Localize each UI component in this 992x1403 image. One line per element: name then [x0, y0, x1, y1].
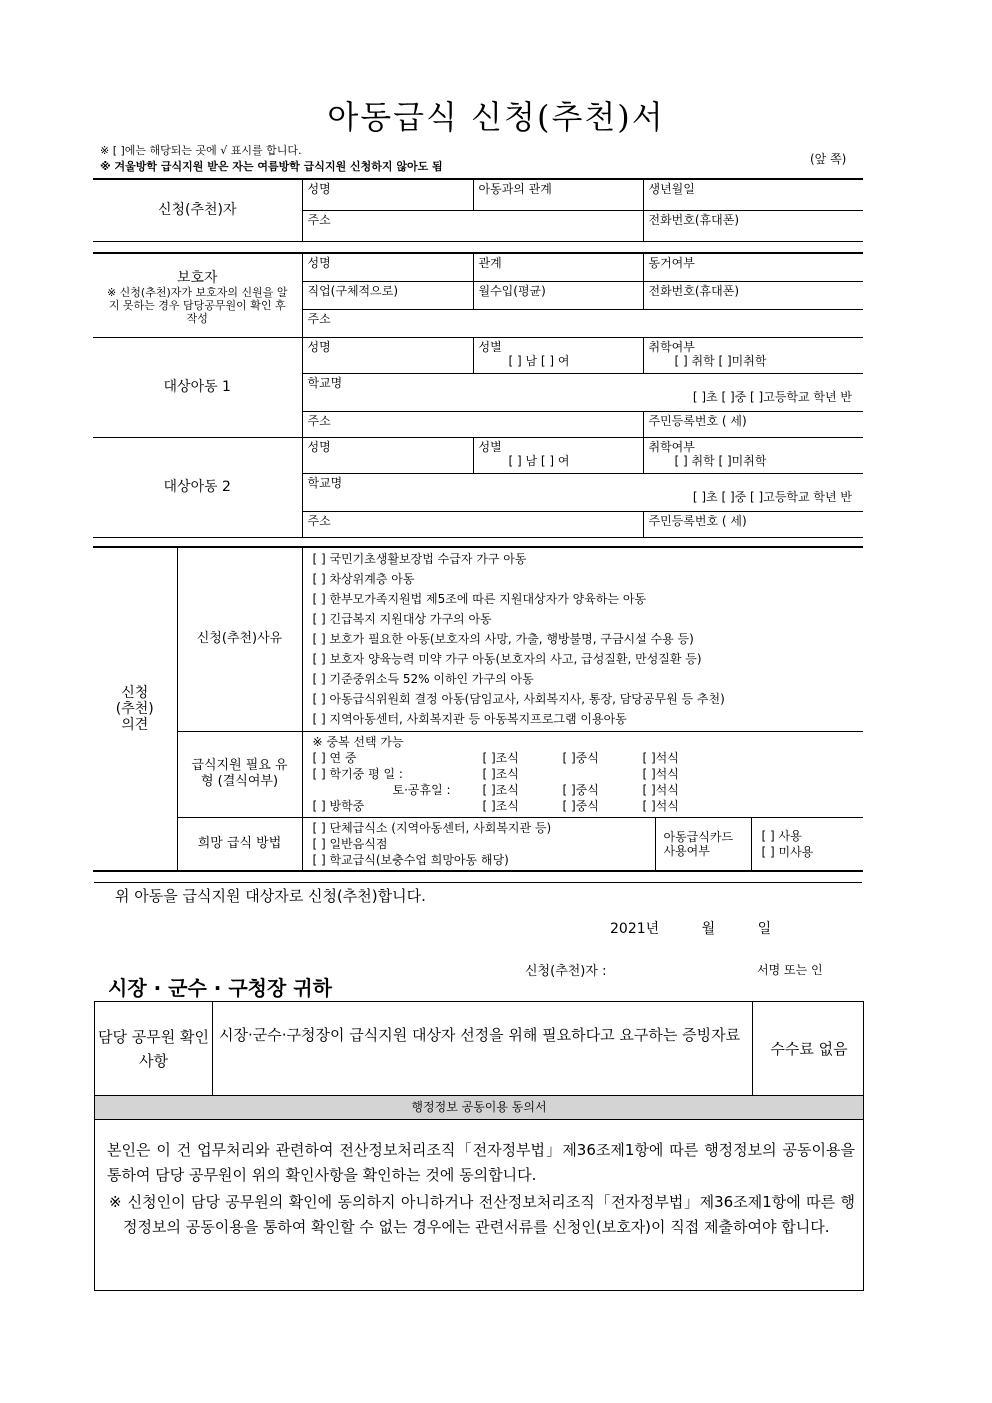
opinion-table [93, 546, 863, 872]
guardian-income-field[interactable]: 월수입(평균) [473, 281, 643, 309]
guardian-note: ※ 신청(추천)자가 보호자의 신원을 알지 못하는 경우 담당공무원이 확인 후 작성 [106, 285, 288, 325]
meal-lunch[interactable]: [ ]중식 [562, 798, 599, 813]
consent-text: 본인은 이 건 업무처리와 관련하여 전산정보처리조직「전자정부법」제36조제1항에 따른 행정정보의 공동이용을 통하여 담당 공무원이 위의 확인사항을 확인하는 것에 동의합니다. [107, 1141, 855, 1184]
child1-school-status-label: 취학여부 [648, 339, 695, 354]
card-use-option[interactable]: [ ] 사용 [761, 828, 802, 843]
child1-sex-cell[interactable] [473, 337, 643, 373]
child1-school-label: 학교명 [307, 375, 343, 390]
reason-option[interactable]: [ ] 한부모가족지원법 제5조에 따른 지원대상자가 양육하는 아동 [312, 592, 647, 606]
guardian-label: 보호자 [176, 269, 218, 286]
reason-option[interactable]: [ ] 차상위계층 아동 [312, 572, 415, 586]
reason-option[interactable]: [ ] 기준중위소득 52% 이하인 가구의 아동 [312, 672, 534, 686]
consent-note: ※ 신청인이 담당 공무원의 확인에 동의하지 아니하거나 전산정보처리조직「전자정부법」제36조제1항에 따른 행정정보의 공동이용을 통하여 확인할 수 없는 경우에는 관련서류를 신청인(보호자)이 직접 제출하여야 합니다. [109, 1193, 855, 1236]
meal-breakfast[interactable]: [ ]조식 [482, 766, 519, 781]
child2-sex-options[interactable]: [ ] 남 [ ] 여 [508, 453, 570, 468]
meal-dinner[interactable]: [ ]석식 [642, 782, 679, 797]
meal-breakfast[interactable]: [ ]조식 [482, 798, 519, 813]
method-list [302, 817, 655, 871]
signature-mark[interactable]: 서명 또는 인 [757, 963, 823, 977]
fee-label: 수수료 없음 [770, 1040, 848, 1058]
guardian-label-cell [93, 253, 302, 337]
reason-list [302, 547, 863, 731]
checkbox-instruction: ※ [ ]에는 해당되는 곳에 √ 표시를 합니다. [100, 144, 302, 157]
child1-school-status-options[interactable]: [ ] 취학 [ ]미취학 [674, 353, 767, 368]
child2-sex-label: 성별 [478, 439, 502, 454]
date-field[interactable]: 2021년 월 일 [610, 921, 772, 937]
child2-school-status-label: 취학여부 [648, 439, 695, 454]
card-nouse-option[interactable]: [ ] 미사용 [761, 844, 814, 859]
child2-name-field[interactable]: 성명 [302, 437, 473, 473]
addressee: 시장 · 군수 · 구청장 귀하 [108, 976, 332, 1000]
winter-note: ※ 겨울방학 급식지원 받은 자는 여름방학 급식지원 신청하지 않아도 됨 [100, 160, 443, 173]
consent-title: 행정정보 공동이용 동의서 [95, 1096, 863, 1120]
child1-address-field[interactable]: 주소 [302, 411, 643, 437]
meal-row [313, 766, 854, 782]
applicant-birth-field[interactable]: 생년월일 [643, 179, 863, 210]
reason-option[interactable]: [ ] 아동급식위원회 결정 아동(담임교사, 사회복지사, 통장, 담당공무원 등 추천) [312, 692, 725, 706]
reason-label: 신청(추천)사유 [177, 547, 302, 731]
child1-sex-label: 성별 [478, 339, 502, 354]
guardian-phone-field[interactable]: 전화번호(휴대폰) [643, 281, 863, 309]
verification-box [94, 1001, 864, 1291]
opinion-label: 신청 (추천) 의견 [93, 547, 177, 871]
child1-rrn-field[interactable]: 주민등록번호 ( 세) [643, 411, 863, 437]
guardian-table [93, 252, 863, 538]
meal-dinner[interactable]: [ ]석식 [642, 798, 679, 813]
meal-lunch[interactable] [563, 766, 643, 782]
child2-school-label: 학교명 [307, 475, 343, 490]
divider [94, 882, 862, 883]
guardian-name-field[interactable]: 성명 [302, 253, 473, 281]
reason-option[interactable]: [ ] 국민기초생활보장법 수급자 가구 아동 [312, 552, 527, 566]
reason-option[interactable]: [ ] 보호가 필요한 아동(보호자의 사망, 가출, 행방불명, 구금시설 수용 등) [312, 632, 694, 646]
guardian-job-field[interactable]: 직업(구체적으로) [302, 281, 473, 309]
child2-school-status-options[interactable]: [ ] 취학 [ ]미취학 [674, 453, 767, 468]
method-option[interactable]: [ ] 단체급식소 (지역아동센터, 사회복지관 등) [312, 820, 552, 835]
applicant-phone-field[interactable]: 전화번호(휴대폰) [643, 210, 863, 241]
meal-row [313, 750, 854, 766]
child2-school-status-cell[interactable] [643, 437, 863, 473]
child2-school-level[interactable]: [ ]초 [ ]중 [ ]고등학교 학년 반 [692, 489, 852, 504]
child1-school-level[interactable]: [ ]초 [ ]중 [ ]고등학교 학년 반 [692, 389, 852, 404]
child2-label: 대상아동 2 [93, 437, 302, 537]
statement: 위 아동을 급식지원 대상자로 신청(추천)합니다. [115, 887, 426, 905]
meal-type-cell [302, 731, 863, 817]
child2-sex-cell[interactable] [473, 437, 643, 473]
meal-note: ※ 중복 선택 가능 [312, 734, 404, 749]
child1-school-cell[interactable] [302, 373, 863, 411]
child2-rrn-field[interactable]: 주민등록번호 ( 세) [643, 511, 863, 537]
method-option[interactable]: [ ] 학교급식(보충수업 희망아동 해당) [312, 852, 509, 867]
meal-breakfast[interactable]: [ ]조식 [482, 750, 519, 765]
card-label: 아동급식카드 사용여부 [655, 817, 751, 871]
applicant-name-field[interactable]: 성명 [302, 179, 473, 210]
reason-option[interactable]: [ ] 긴급복지 지원대상 가구의 아동 [312, 612, 492, 626]
guardian-address-field[interactable]: 주소 [302, 309, 863, 337]
verification-row [95, 1002, 863, 1096]
form-title: 아동급식 신청(추천)서 [327, 98, 665, 136]
meal-lunch[interactable]: [ ]중식 [562, 750, 599, 765]
child1-school-status-cell[interactable] [643, 337, 863, 373]
applicant-relation-field[interactable]: 아동과의 관계 [473, 179, 643, 210]
meal-period[interactable]: [ ] 연 중 [312, 750, 357, 765]
guardian-cohabit-field[interactable]: 동거여부 [643, 253, 863, 281]
meal-type-label: 급식지원 필요 유형 (결식여부) [177, 731, 302, 817]
method-option[interactable]: [ ] 일반음식점 [312, 836, 388, 851]
meal-row [313, 798, 854, 814]
meal-lunch[interactable]: [ ]중식 [562, 782, 599, 797]
meal-row [313, 782, 854, 798]
reason-option[interactable]: [ ] 보호자 양육능력 미약 가구 아동(보호자의 사고, 급성질환, 만성질환 등) [312, 652, 702, 666]
page-side-label: (앞 쪽) [810, 152, 847, 166]
applicant-table [93, 178, 863, 242]
meal-breakfast[interactable]: [ ]조식 [482, 782, 519, 797]
applicant-label: 신청(추천)자 [93, 179, 302, 241]
child1-name-field[interactable]: 성명 [302, 337, 473, 373]
meal-period[interactable]: [ ] 학기중 평 일 : [312, 766, 403, 781]
child2-address-field[interactable]: 주소 [302, 511, 643, 537]
verify-content: 시장·군수·구청장이 급식지원 대상자 선정을 위해 필요하다고 요구하는 증빙자료 [213, 1002, 753, 1095]
signer-label: 신청(추천)자 : [525, 964, 607, 979]
meal-dinner[interactable]: [ ]석식 [642, 766, 679, 781]
verify-label: 담당 공무원 확인사항 [95, 1002, 213, 1095]
child1-label: 대상아동 1 [93, 337, 302, 437]
reason-option[interactable]: [ ] 지역아동센터, 사회복지관 등 아동복지프로그램 이용아동 [312, 712, 627, 726]
consent-body [107, 1138, 855, 1240]
method-label: 희망 급식 방법 [177, 817, 302, 871]
meal-period: 토·공휴일 : [392, 782, 451, 797]
child2-school-cell[interactable] [302, 473, 863, 511]
applicant-address-field[interactable]: 주소 [302, 210, 643, 241]
meal-period[interactable]: [ ] 방학중 [312, 798, 365, 813]
card-options [751, 817, 863, 871]
meal-dinner[interactable]: [ ]석식 [642, 750, 679, 765]
guardian-relation-field[interactable]: 관계 [473, 253, 643, 281]
child1-sex-options[interactable]: [ ] 남 [ ] 여 [508, 353, 570, 368]
